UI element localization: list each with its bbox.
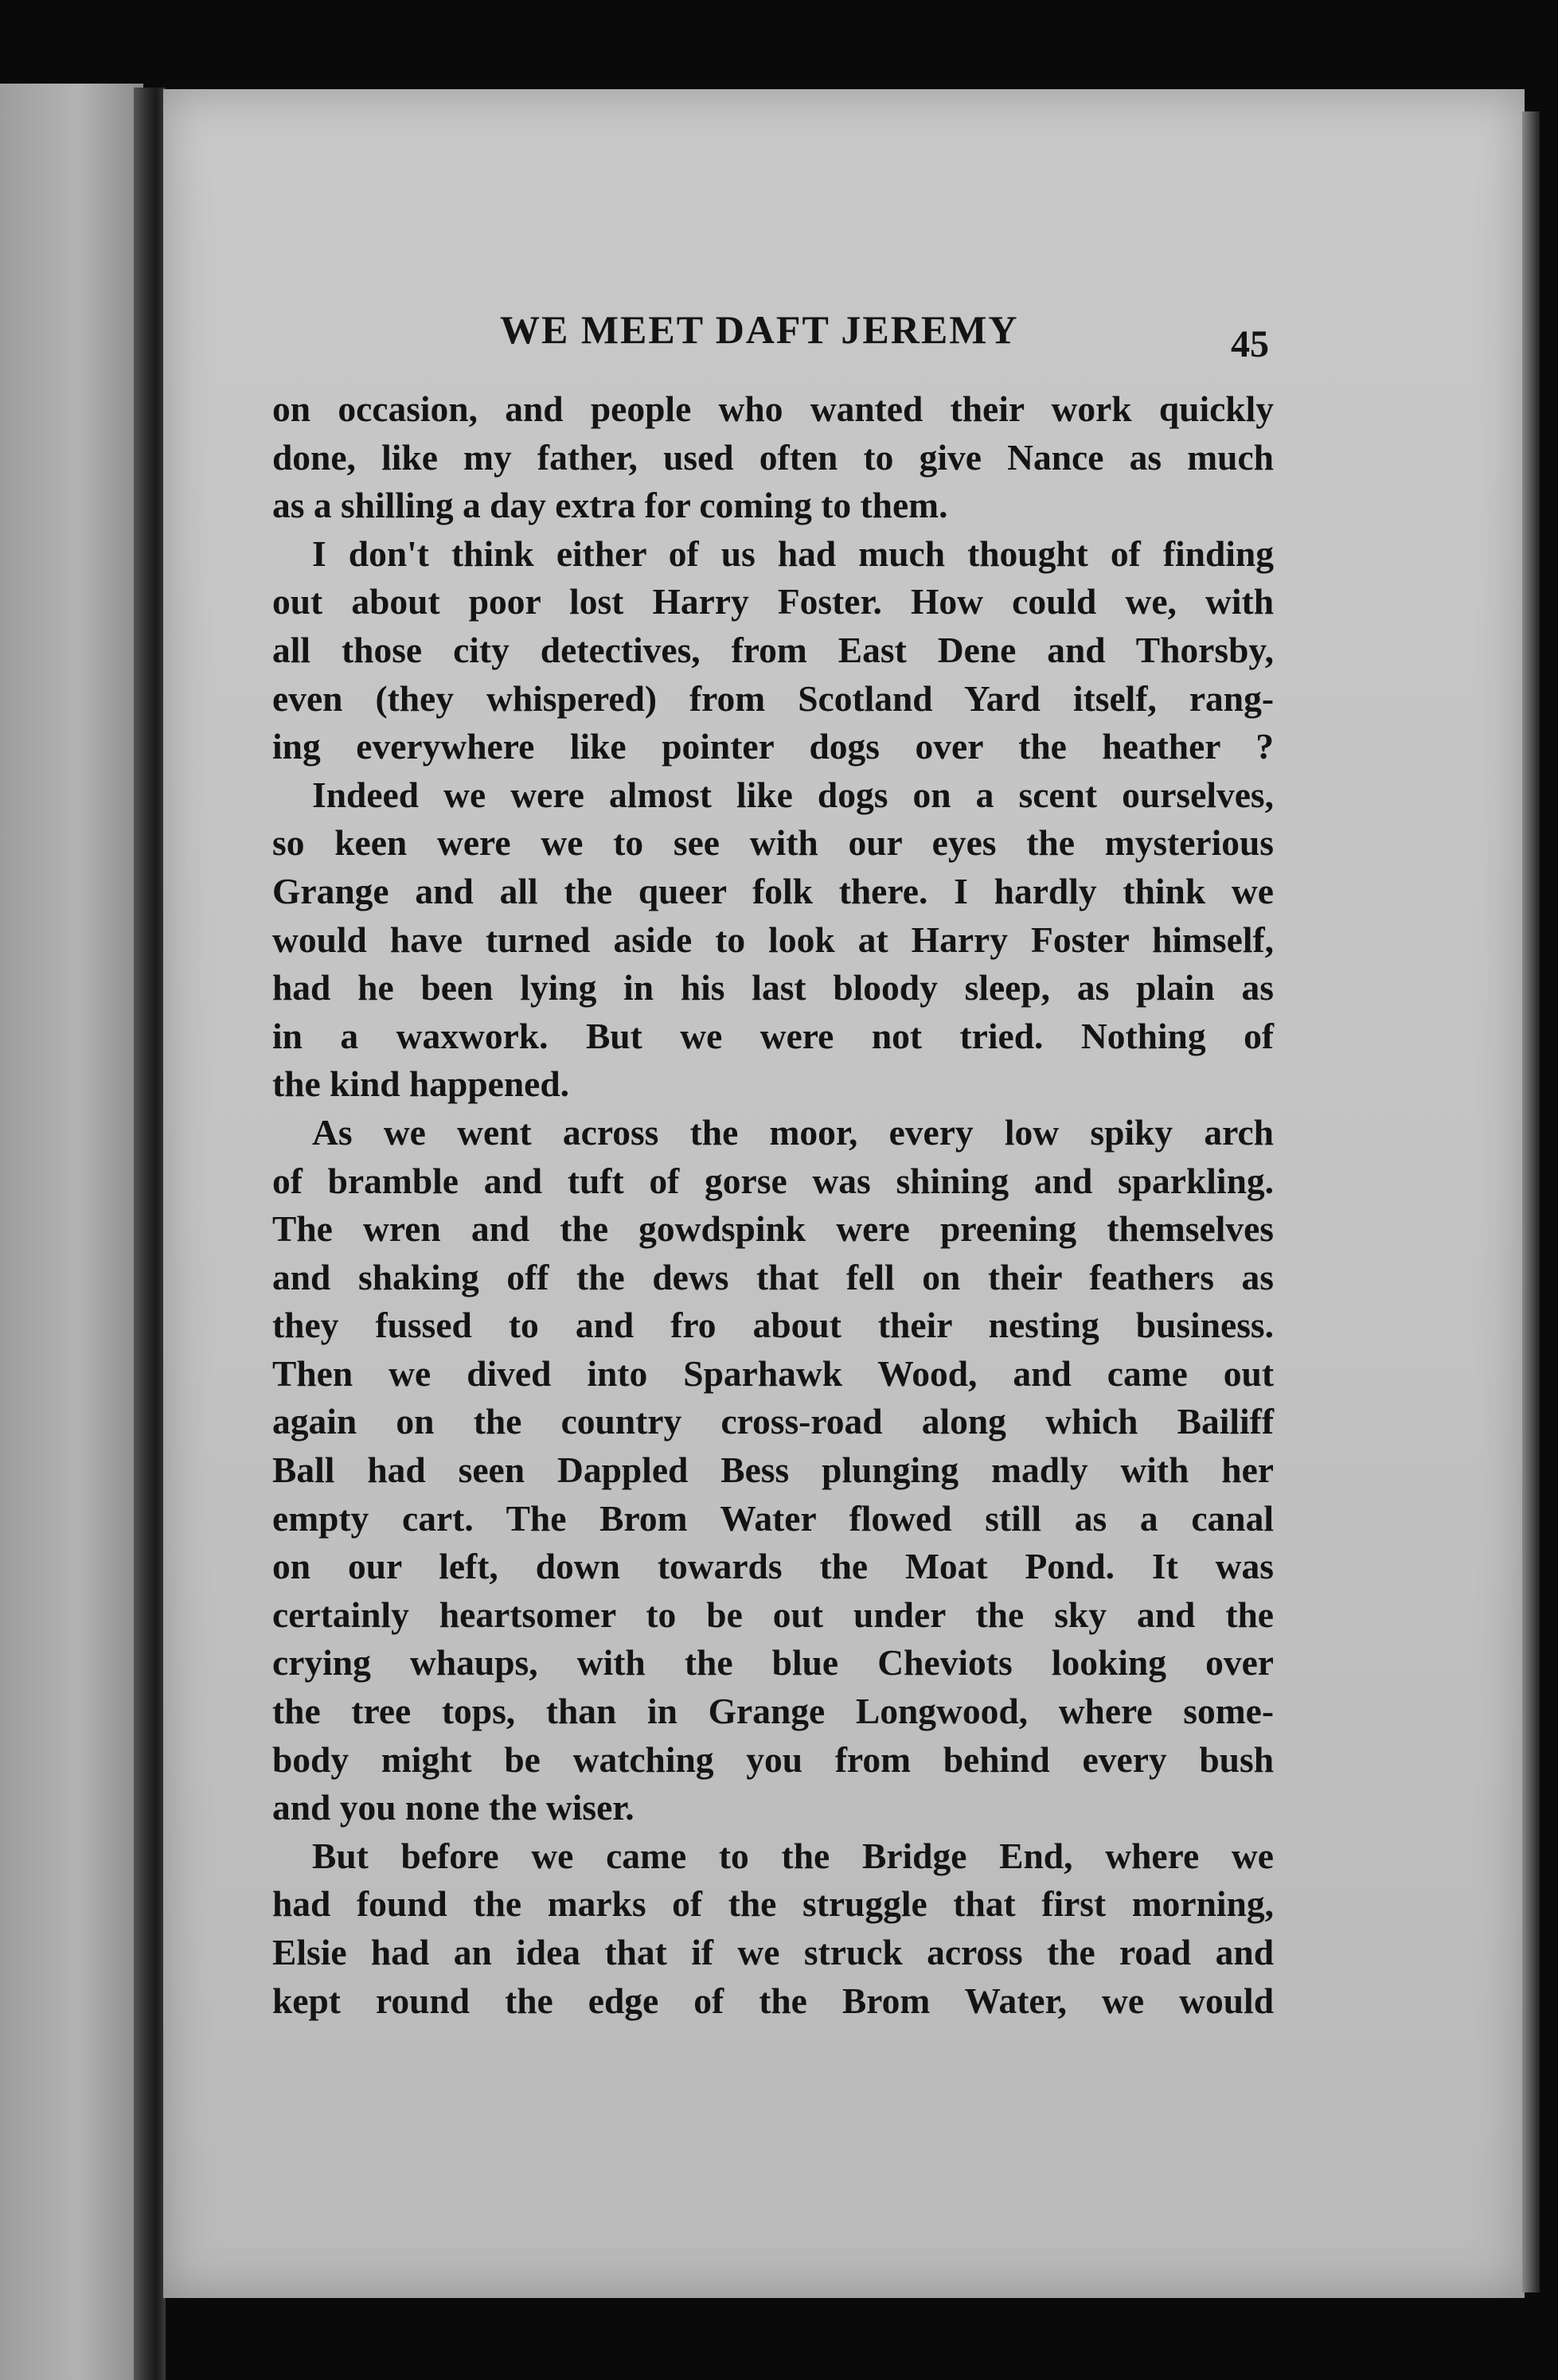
text-line: body might be watching you from behind every bush xyxy=(272,1738,1274,1780)
text-line: again on the country cross-road along which Bailiff xyxy=(272,1401,1274,1442)
left-page-edge xyxy=(0,84,143,2380)
text-line: certainly heartsomer to be out under the sky and the xyxy=(272,1594,1274,1635)
text-line: Indeed we were almost like dogs on a scent ourselves, xyxy=(312,774,1274,815)
text-line: had found the marks of the struggle that first morning, xyxy=(272,1883,1274,1925)
text-line: done, like my father, used often to give Nance as much xyxy=(272,436,1274,478)
text-line: the kind happened. xyxy=(272,1063,569,1105)
text-line: But before we came to the Bridge End, where we xyxy=(312,1835,1274,1876)
book-gutter xyxy=(134,88,166,2380)
page-number: 45 xyxy=(1231,323,1269,365)
text-line: the tree tops, than in Grange Longwood, where some- xyxy=(272,1691,1274,1732)
text-line: would have turned aside to look at Harry Foster himself, xyxy=(272,919,1274,960)
text-line: as a shilling a day extra for coming to them. xyxy=(272,485,948,526)
text-line: on our left, down towards the Moat Pond. It was xyxy=(272,1546,1274,1587)
text-line: Ball had seen Dappled Bess plunging madly with her xyxy=(272,1449,1274,1491)
text-line: out about poor lost Harry Foster. How could we, with xyxy=(272,581,1274,622)
text-line: of bramble and tuft of gorse was shining and sparkling. xyxy=(272,1160,1274,1201)
text-line: on occasion, and people who wanted their work quickly xyxy=(272,388,1274,429)
text-line: and you none the wiser. xyxy=(272,1787,635,1828)
text-line: Then we dived into Sparhawk Wood, and came out xyxy=(272,1352,1274,1394)
text-line: and shaking off the dews that fell on their feathers as xyxy=(272,1256,1274,1297)
text-line: in a waxwork. But we were not tried. Nothing of xyxy=(272,1015,1274,1056)
text-line: ing everywhere like pointer dogs over the heather ? xyxy=(272,726,1274,767)
text-line: crying whaups, with the blue Cheviots looking over xyxy=(272,1642,1274,1684)
running-title: WE MEET DAFT JEREMY xyxy=(500,307,1019,352)
text-line: Elsie had an idea that if we struck across the road and xyxy=(272,1932,1274,1972)
text-line: kept round the edge of the Brom Water, we would xyxy=(272,1980,1274,2021)
page-edge-shadow xyxy=(1522,111,1540,2292)
text-line: The wren and the gowdspink were preening themselves xyxy=(272,1208,1274,1250)
text-line: empty cart. The Brom Water flowed still as a canal xyxy=(272,1497,1274,1539)
text-line: I don't think either of us had much thought of finding xyxy=(312,533,1274,574)
text-line: all those city detectives, from East Dene and Thorsby, xyxy=(272,629,1274,670)
text-line: even (they whispered) from Scotland Yard itself, rang- xyxy=(272,677,1274,719)
text-line: As we went across the moor, every low spiky arch xyxy=(312,1111,1274,1153)
text-line: Grange and all the queer folk there. I hardly think we xyxy=(272,870,1274,911)
text-line: they fussed to and fro about their nesting business. xyxy=(272,1305,1274,1346)
text-line: had he been lying in his last bloody sleep, as plain as xyxy=(272,967,1274,1009)
running-head xyxy=(0,306,1558,365)
text-line: so keen were we to see with our eyes the mysterious xyxy=(272,822,1274,864)
body-text xyxy=(272,385,1274,2025)
